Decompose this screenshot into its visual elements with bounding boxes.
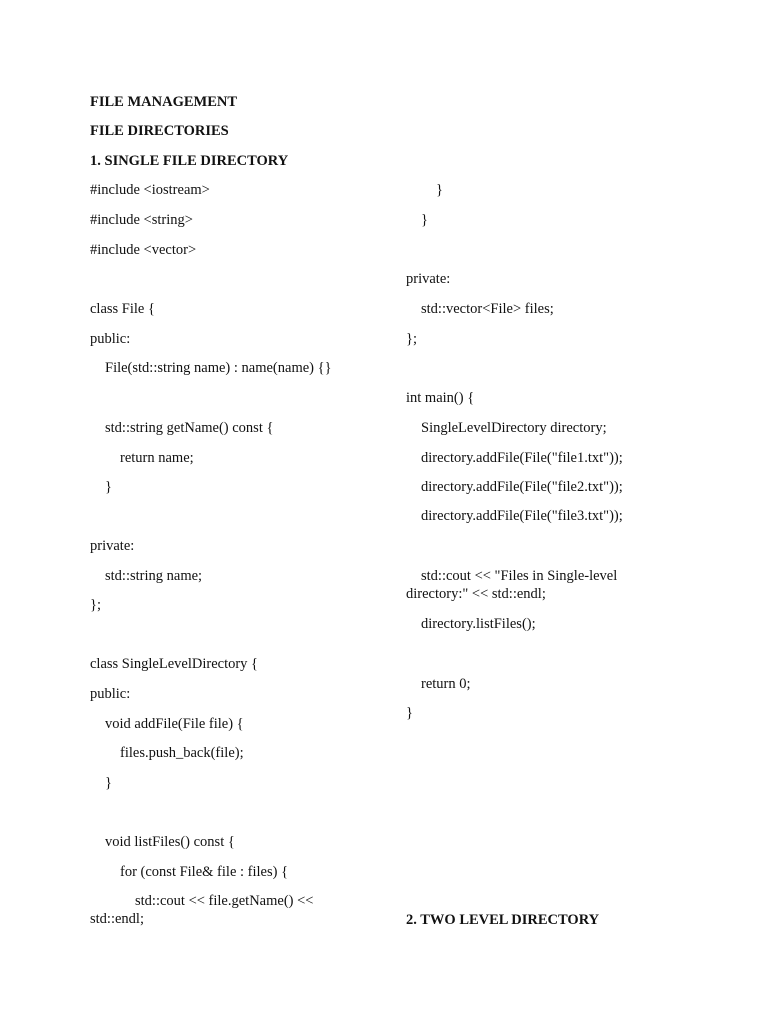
code-line: for (const File& file : files) { [120, 864, 289, 880]
code-line: files.push_back(file); [120, 745, 244, 761]
code-line: class SingleLevelDirectory { [90, 656, 259, 672]
code-line: std::cout << "Files in Single-level [421, 568, 618, 584]
code-line: SingleLevelDirectory directory; [421, 420, 607, 436]
code-line: std::vector<File> files; [421, 301, 554, 317]
code-line: std::endl; [90, 911, 144, 927]
code-line: std::string getName() const { [105, 420, 274, 436]
code-line: class File { [90, 301, 155, 317]
code-line: } [105, 775, 112, 791]
section-heading-two-level: 2. TWO LEVEL DIRECTORY [406, 912, 600, 928]
code-line: }; [90, 597, 101, 613]
code-line: }; [406, 331, 417, 347]
section-heading-single-level: 1. SINGLE FILE DIRECTORY [90, 153, 289, 169]
code-line: int main() { [406, 390, 475, 406]
code-line: #include <string> [90, 212, 193, 228]
document-subtitle: FILE DIRECTORIES [90, 123, 229, 139]
code-line: public: [90, 331, 131, 347]
code-line: std::string name; [105, 568, 203, 584]
document-title: FILE MANAGEMENT [90, 94, 238, 110]
code-line: } [421, 212, 428, 228]
code-line: std::cout << file.getName() << [135, 893, 314, 909]
code-line: #include <vector> [90, 242, 197, 258]
code-line: void listFiles() const { [105, 834, 235, 850]
code-line: } [105, 479, 112, 495]
code-line: directory:" << std::endl; [406, 586, 546, 602]
code-line: #include <iostream> [90, 182, 210, 198]
code-line: directory.addFile(File("file3.txt")); [421, 508, 623, 524]
code-line: void addFile(File file) { [105, 716, 244, 732]
code-line: private: [90, 538, 135, 554]
code-line: public: [90, 686, 131, 702]
code-line: } [406, 705, 413, 721]
code-line: File(std::string name) : name(name) {} [105, 360, 332, 376]
code-line: } [436, 182, 443, 198]
code-line: return name; [120, 450, 194, 466]
code-line: return 0; [421, 676, 471, 692]
code-line: private: [406, 271, 451, 287]
code-line: directory.addFile(File("file1.txt")); [421, 450, 623, 466]
code-line: directory.listFiles(); [421, 616, 536, 632]
code-line: directory.addFile(File("file2.txt")); [421, 479, 623, 495]
